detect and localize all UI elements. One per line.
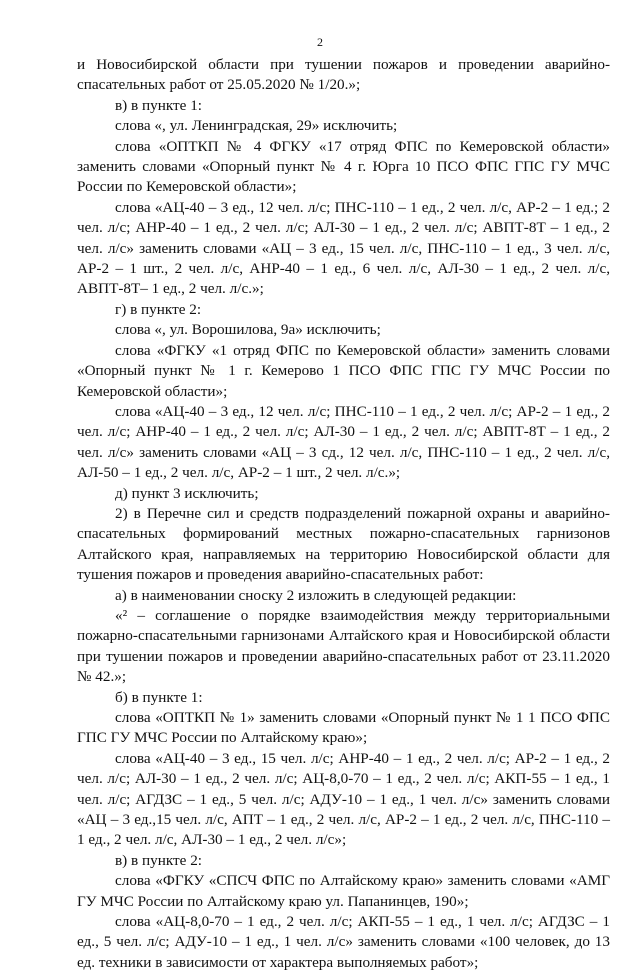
paragraph: слова «АЦ-40 – 3 ед., 15 чел. л/с; АНР-40 – 1 ед., 2 чел. л/с; АР-2 – 1 ед., 2 чел. л/с; АЛ-30 – 1 ед., 2 чел. л/с; АЦ-8,0-70 – 1 ед., 2 чел. л/с; АКП-55 – 1 ед., 1 чел. л/с; АГДЗС – 1 ед., 5 чел. л/с; АДУ-10 – 1 ед., 1 чел. л/с» заменить словами «АЦ – 3 ед.,15 чел. л/с, АПТ – 1 ед., 2 чел. л/с, АР-2 – 1 ед., 2 чел. л/с, ПНС-110 – 1 ед., 2 чел. л/с, АЛ-30 – 1 ед., 2 чел. л/с»;: [77, 749, 610, 849]
paragraph: 2) в Перечне сил и средств подразделений пожарной охраны и аварийно-спасательных формирований местных пожарно-спасательных гарнизонов Алтайского края, направляемых на территорию Новосибирской области для тушения пожаров и проведения аварийно-спасательных работ:: [77, 504, 610, 584]
paragraph: слова «ОПТКП № 4 ФГКУ «17 отряд ФПС по Кемеровской области» заменить словами «Опорный пункт № 4 г. Юрга 10 ПСО ФПС ГПС ГУ МЧС России по Кемеровской области»;: [77, 137, 610, 196]
paragraph: в) в пункте 2:: [115, 851, 203, 869]
paragraph: слова «ФГКУ «СПСЧ ФПС по Алтайскому краю» заменить словами «АМГ ГУ МЧС России по Алтайскому краю ул. Папанинцев, 190»;: [77, 872, 610, 910]
paragraph: слова «, ул. Ленинградская, 29» исключить;: [115, 117, 398, 135]
footnote-paragraph: «² – соглашение о порядке взаимодействия между территориальными пожарно-спасательными гарнизонами Алтайского края и Новосибирской области при тушении пожаров и проведении аварийно-спасательных работ от 23.11.2020 № 42.»;: [77, 606, 610, 686]
paragraph: а) в наименовании сноску 2 изложить в следующей редакции:: [115, 586, 517, 604]
paragraph: г) в пункте 2:: [115, 300, 202, 318]
paragraph: слова «ФГКУ «1 отряд ФПС по Кемеровской области» заменить словами «Опорный пункт № 1 г. Кемерово 1 ПСО ФПС ГПС ГУ МЧС России по Кемеровской области»;: [77, 341, 610, 400]
paragraph: слова «АЦ-40 – 3 ед., 12 чел. л/с; ПНС-110 – 1 ед., 2 чел. л/с, АР-2 – 1 ед.; 2 чел. л/с; АНР-40 – 1 ед., 2 чел. л/с; АЛ-30 – 1 ед., 2 чел. л/с; АВПТ-8Т – 1 ед., 2 чел. л/с» заменить словами «АЦ – 3 ед., 15 чел. л/с, ПНС-110 – 1 ед., 3 чел. л/с, АР-2 – 1 шт., 2 чел. л/с, АНР-40 – 1 ед., 6 чел. л/с, АЛ-30 – 1 ед., 2 чел. л/с, АВПТ-8Т– 1 ед., 2 чел. л/с.»;: [77, 198, 610, 298]
paragraph: б) в пункте 1:: [115, 688, 203, 706]
page-number: 2: [317, 35, 323, 49]
paragraph: слова «АЦ-8,0-70 – 1 ед., 2 чел. л/с; АКП-55 – 1 ед., 1 чел. л/с; АГДЗС – 1 ед., 5 чел. л/с; АДУ-10 – 1 ед., 1 чел. л/с» заменить словами «100 человек, до 13 ед. техники в зависимости от характера выполняемых работ»;: [77, 913, 610, 971]
document-body: [77, 55, 610, 973]
paragraph: слова «АЦ-40 – 3 ед., 12 чел. л/с; ПНС-110 – 1 ед., 2 чел. л/с; АР-2 – 1 ед., 2 чел. л/с; АНР-40 – 1 ед., 2 чел. л/с; АЛ-30 – 1 ед., 2 чел. л/с; АВПТ-8Т – 1 ед., 2 чел. л/с» заменить словами «АЦ – 3 сд., 12 чел. л/с, ПНС-110 – 1 ед., 2 чел. л/с, АЛ-50 – 1 ед., 2 чел. л/с, АР-2 – 1 шт., 2 чел. л/с.»;: [77, 402, 610, 482]
paragraph: слова «ОПТКП № 1» заменить словами «Опорный пункт № 1 1 ПСО ФПС ГПС ГУ МЧС России по Алтайскому краю»;: [77, 709, 610, 747]
paragraph: и Новосибирской области при тушении пожаров и проведении аварийно-спасательных работ от 25.05.2020 № 1/20.»;: [77, 56, 610, 94]
paragraph: д) пункт 3 исключить;: [115, 484, 259, 502]
paragraph: в) в пункте 1:: [115, 96, 203, 114]
paragraph: слова «, ул. Ворошилова, 9а» исключить;: [115, 321, 381, 339]
